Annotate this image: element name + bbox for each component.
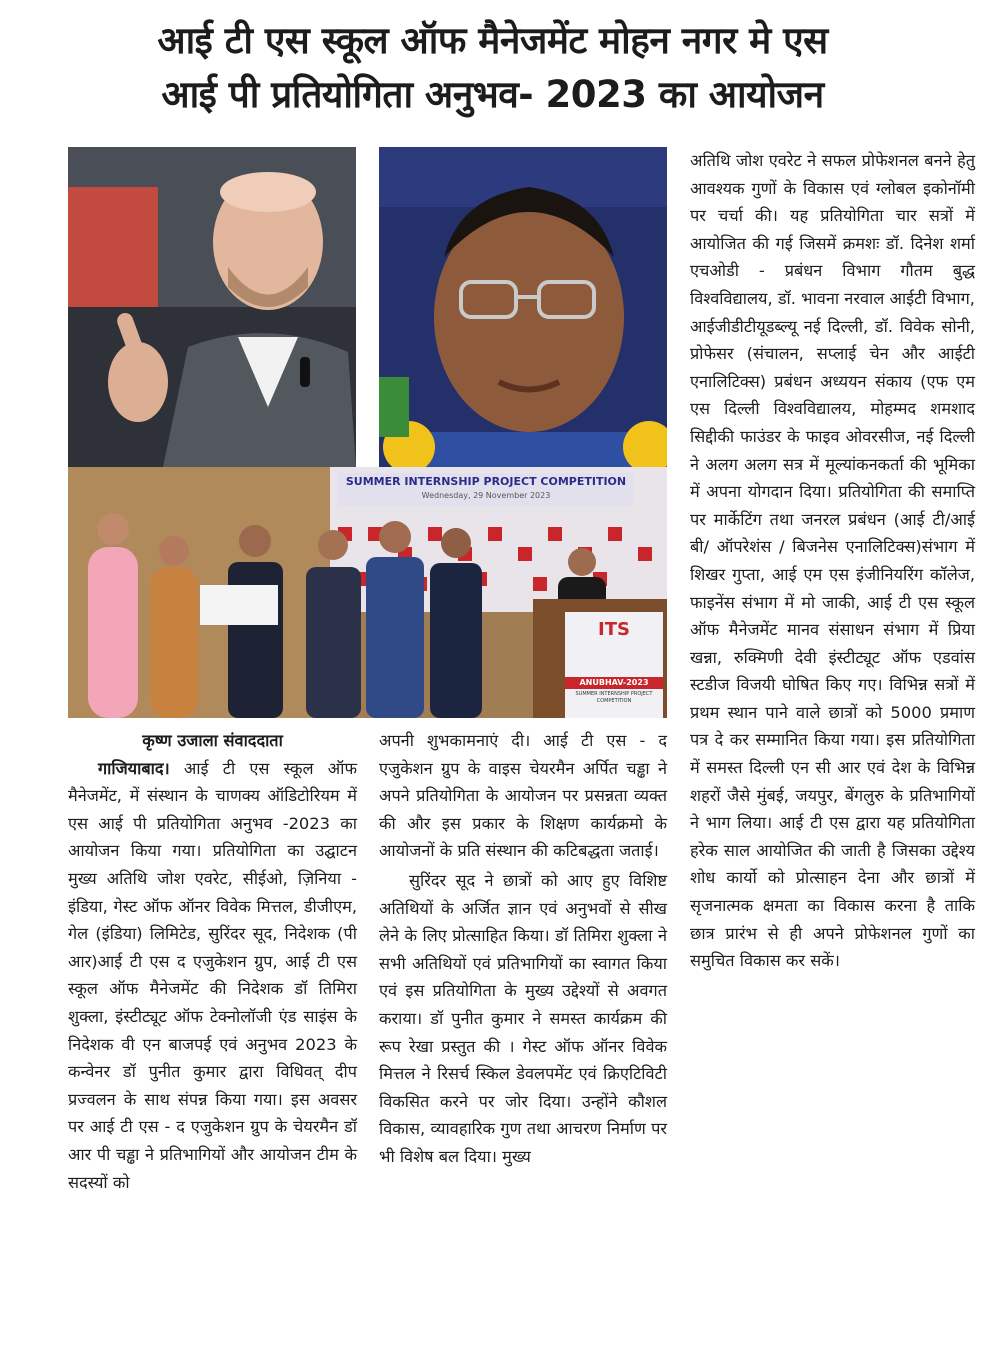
podium-title: ANUBHAV-2023 xyxy=(565,677,663,689)
byline: कृष्ण उजाला संवाददाता xyxy=(142,731,283,750)
guest-portrait-photo xyxy=(379,147,667,467)
article-column-1 xyxy=(68,727,357,1196)
headline-line-1: आई टी एस स्कूल ऑफ मैनेजमेंट मोहन नगर मे एस xyxy=(157,19,828,62)
banner-title: SUMMER INTERNSHIP PROJECT COMPETITION xyxy=(345,475,627,488)
article-col2-para-1: अपनी शुभकामनाएं दी। आई टी एस - द एजुकेशन ग्रुप के वाइस चेयरमैन अर्पित चड्ढा ने अपने प्रतियोगिता के आयोजन पर प्रसन्नता व्यक्त की और इस प्रकार के शिक्षण कार्यक्रमो के आयोजनों के प्रति संस्थान की कटिबद्धता जताई। xyxy=(379,731,667,861)
article-col1-text: आई टी एस स्कूल ऑफ मैनेजमेंट, में संस्थान के चाणक्य ऑडिटोरियम में एस आई पी प्रतियोगिता अनुभव -2023 का आयोजन किया गया। प्रतियोगिता का उद्घाटन मुख्य अतिथि जोश एवरेट, सीईओ, ज़िनिया - इंडिया, गेस्ट ऑफ ऑनर विवेक मित्तल, डीजीएम, गेल (इंडिया) लिमिटेड, सुरिंदर सूद, निदेशक (पी आर)आई टी एस द एजुकेशन ग्रुप, आई टी एस स्कूल ऑफ मैनेजमेंट की निदेशक डॉ तिमिरा शुक्ला, इंस्टीट्यूट ऑफ टेक्नोलॉजी एंड साइंस के निदेशक वी एन बाजपई एवं अनुभव 2023 के कन्वेनर डॉ पुनीत कुमार द्वारा विधिवत्‌ दीप प्रज्वलन के साथ संपन्न किया गया। इस अवसर पर आई टी एस - द एजुकेशन ग्रुप के चेयरमैन डॉ आर पी चड्ढा ने प्रतिभागियों और आयोजन टीम के सदस्यों को xyxy=(68,758,357,1192)
dateline: गाजियाबाद। xyxy=(98,758,170,778)
award-ceremony-photo xyxy=(68,467,667,718)
headline xyxy=(20,14,965,122)
podium-subtitle: SUMMER INTERNSHIP PROJECT COMPETITION xyxy=(575,691,653,704)
article-col2-para-2: सुरिंदर सूद ने छात्रों को आए हुए विशिष्ट अतिथियों के अर्जित ज्ञान एवं अनुभवों से सीख लेने के लिए प्रोत्साहित किया। डॉ तिमिरा शुक्ला ने सभी अतिथियों एवं प्रतिभागियों का स्वागत किया एवं इस प्रतियोगिता के मुख्य उद्देश्यों से अवगत कराया। डॉ पुनीत कुमार ने समस्त कार्यक्रम की रूप रेखा प्रस्तुत की । गेस्ट ऑफ ऑनर विवेक मित्तल ने रिसर्च स्किल डेवलपमेंट एवं क्रिएटिविटी विकसित करने पर जोर दिया। उन्होंने कौशल विकास, व्यावहारिक गुण तथा आचरण निर्माण पर भी विशेष बल दिया। मुख्य xyxy=(379,870,667,1166)
article-column-2 xyxy=(379,727,667,1171)
article-col3-text: अतिथि जोश एवरेट ने सफल प्रोफेशनल बनने हेतु आवश्यक गुणों के विकास एवं ग्लोबल इकोनॉमी पर चर्चा की। यह प्रतियोगिता चार सत्रों में आयोजित की गई जिसमें क्रमशः डॉ. दिनेश शर्मा एचओडी - प्रबंधन विभाग गौतम बुद्ध विश्वविद्यालय, डॉ. भावना नरवाल आईटी विभाग, आईजीडीटीयूडब्ल्यू नई दिल्ली, डॉ. विवेक सोनी, प्रोफेसर (संचालन, सप्लाई चेन और आईटी एनालिटिक्स) प्रबंधन अध्ययन संकाय (एफ एम एस दिल्ली विश्वविद्यालय, मोहम्मद शमशाद सिद्दीकी फाउंडर के फाइव ओवरसीज, नई दिल्ली ने अलग अलग सत्र में मूल्यांकनकर्ता की भूमिका में अपना योगदान दिया। प्रतियोगिता की समाप्ति पर मार्केटिंग तथा जनरल प्रबंधन (आई टी/आई बी/ ऑपरेशंस / बिजनेस एनालिटिक्स)संभाग में शिखर गुप्ता, आई एम एस इंजीनियरिंग कॉलेज, फाइनेंस संभाग में मो जाकी, आई टी एस स्कूल ऑफ मैनेजमेंट मानव संसाधन संभाग में प्रिया खन्ना, रुक्मिणी देवी इंस्टीट्यूट ऑफ एडवांस स्टडीज विजयी घोषित किए गए। विभिन्न सत्रों में प्रथम स्थान पाने वाले छात्रों को 5000 प्रमाण पत्र दे कर सम्मानित किया गया। इस प्रतियोगिता में समस्त दिल्ली एन सी आर एवं देश के विभिन्न शहरों जैसे मुंबई, जयपुर, बेंगलुरु के प्रतिभागियों ने भाग लिया। आई टी एस द्वारा यह प्रतियोगिता हरेक साल आयोजित की जाती है जिसका उद्देश्य शोध कार्यो को प्रोत्साहन देना और छात्रों में सृजनात्मक क्षमता का विकास करना है ताकि छात्र प्रारंभ से ही अपने प्रोफेशनल गुणों का समुचित विकास कर सकें। xyxy=(690,151,975,971)
podium-logo: ITS xyxy=(598,619,630,640)
headline-line-2: आई पी प्रतियोगिता अनुभव- 2023 का आयोजन xyxy=(161,73,824,116)
banner-date: Wednesday, 29 November 2023 xyxy=(421,491,551,500)
speaker-photo xyxy=(68,147,356,467)
article-column-3 xyxy=(690,147,975,975)
